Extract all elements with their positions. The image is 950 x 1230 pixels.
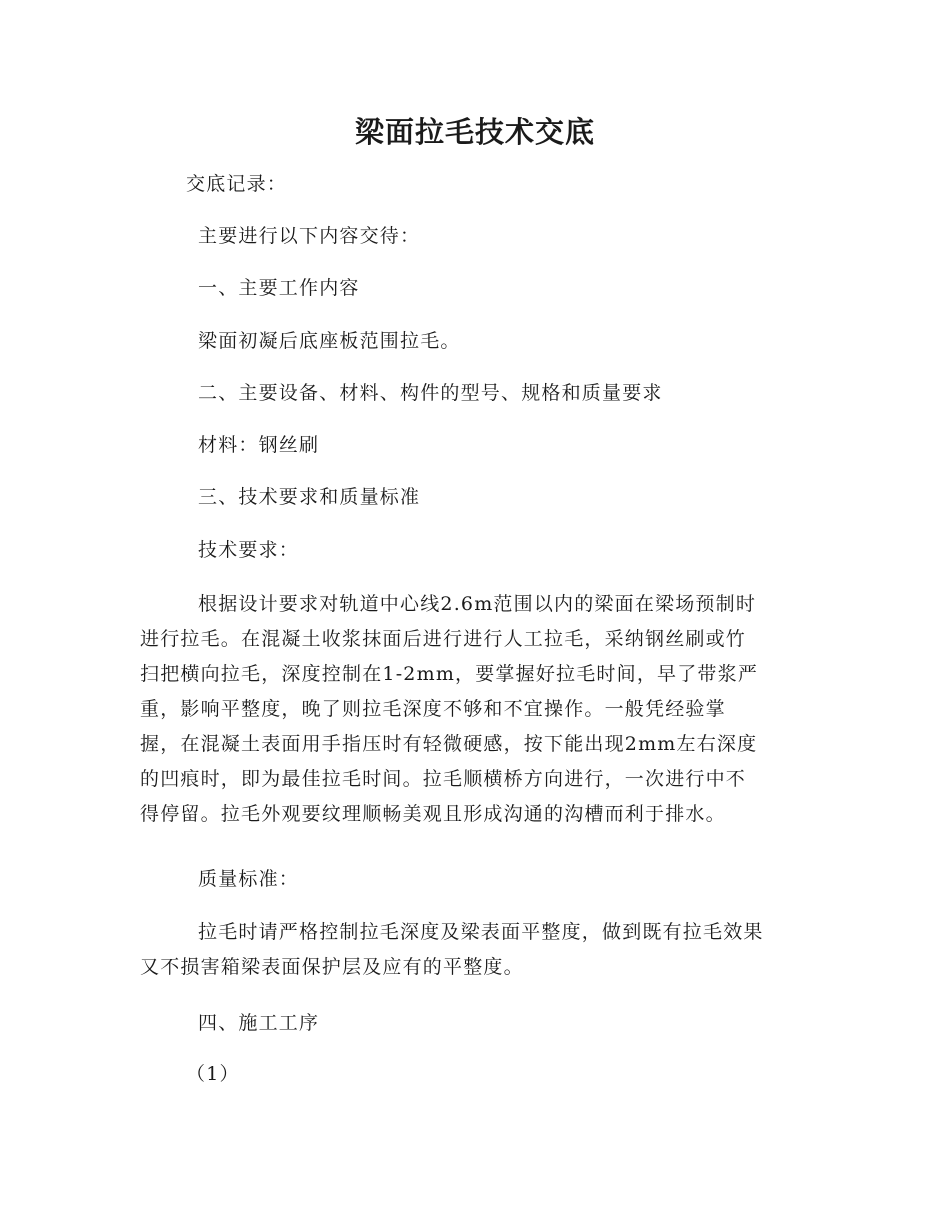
tech-req-line: 扫把横向拉毛，深度控制在1-2mm，要掌握好拉毛时间，早了带浆严 [140,663,759,685]
section2-body: 材料：钢丝刷 [198,434,320,456]
tech-req-label: 技术要求： [198,539,300,561]
quality-line: 拉毛时请严格控制拉毛深度及梁表面平整度，做到既有拉毛效果 [198,921,764,943]
tech-req-line: 握，在混凝土表面用手指压时有轻微硬感，按下能出现2mm左右深度 [140,733,758,755]
step-1-label: （1） [186,1063,240,1085]
tech-req-line: 重，影响平整度，晚了则拉毛深度不够和不宜操作。一般凭经验掌 [140,698,726,720]
tech-req-line: 的凹痕时，即为最佳拉毛时间。拉毛顺横桥方向进行，一次进行中不 [140,768,747,790]
tech-req-line: 根据设计要求对轨道中心线2.6m范围以内的梁面在梁场预制时 [198,593,757,615]
quality-label: 质量标准： [198,868,300,890]
section2-heading: 二、主要设备、材料、构件的型号、规格和质量要求 [198,382,663,404]
tech-req-line: 得停留。拉毛外观要纹理顺畅美观且形成沟通的沟槽而利于排水。 [140,803,726,825]
document-title: 梁面拉毛技术交底 [354,115,595,149]
section4-heading: 四、施工工序 [198,1012,320,1034]
quality-paragraph [140,915,810,985]
tech-req-paragraph [140,587,810,832]
section1-body: 梁面初凝后底座板范围拉毛。 [198,330,461,352]
quality-line: 又不损害箱梁表面保护层及应有的平整度。 [140,956,524,978]
section1-heading: 一、主要工作内容 [198,277,360,299]
tech-req-line: 进行拉毛。在混凝土收浆抹面后进行进行人工拉毛，采纳钢丝刷或竹 [140,628,747,650]
intro-text: 主要进行以下内容交待： [198,225,421,247]
section3-heading: 三、技术要求和质量标准 [198,486,421,508]
record-label: 交底记录： [186,173,288,195]
